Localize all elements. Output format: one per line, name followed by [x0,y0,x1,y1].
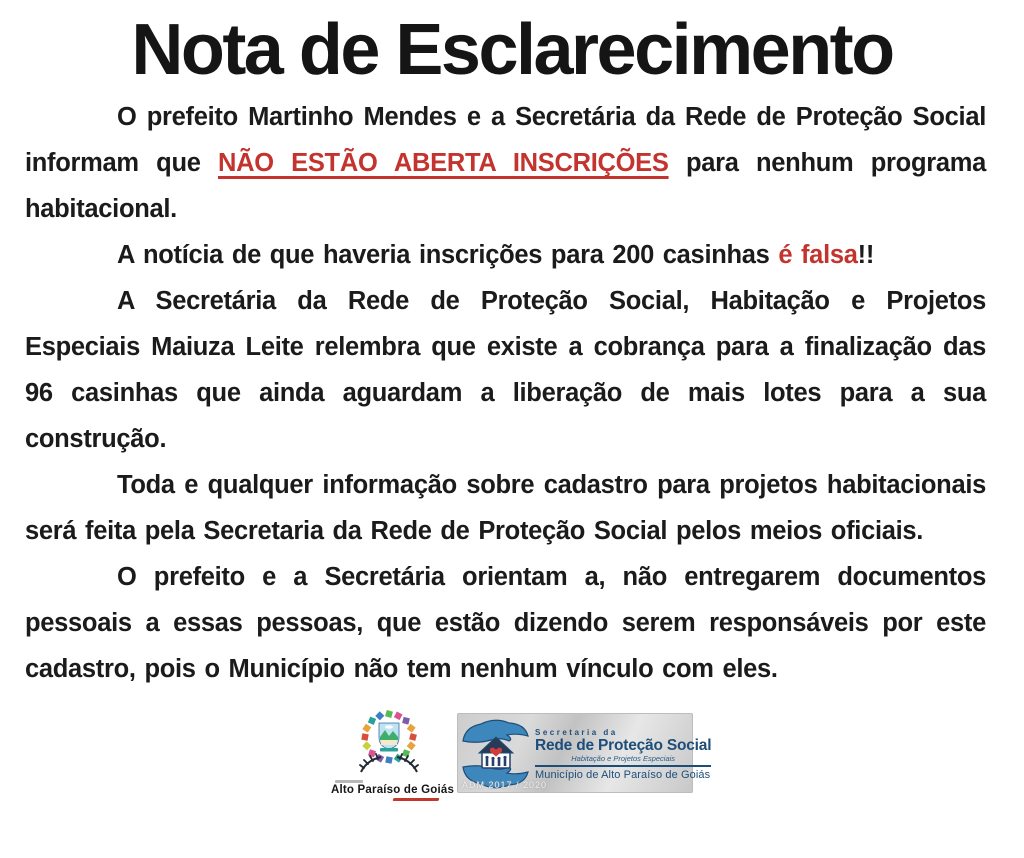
administration-term: ADM 2017 / 2020 [462,780,548,790]
secretariat-name: Rede de Proteção Social [535,736,712,754]
footer-logos [0,710,1024,801]
paragraph [25,278,986,462]
paragraph [25,232,986,278]
secretariat-divider [535,765,711,767]
text-segment: A Secretária da Rede de Proteção Social, Habitação e Projetos Especiais Maiuza Leite relembra que existe a cobrança para a finalização das 96 casinhas que ainda aguardam a liberação de mais lotes para a sua construção. [25,287,986,453]
text-segment: !! [857,241,875,269]
text-segment: A notícia de que haveria inscrições para 200 casinhas [117,241,779,269]
highlight-red: é falsa [778,241,858,269]
highlight-red-underline: NÃO ESTÃO ABERTA INSCRIÇÕES [217,149,669,177]
municipality-name: Município de Alto Paraíso de Goiás [535,768,711,781]
city-crest [331,710,455,801]
note-body [0,94,1024,692]
paragraph [25,554,986,692]
secretariat-text-block [535,724,717,783]
secretariat-label: Secretaria da [535,727,618,737]
paragraph [25,94,986,232]
crest-slogan-mark [393,798,440,801]
page-title: Nota de Esclarecimento [131,10,893,90]
crest-city-name: Alto Paraíso de Goiás [331,784,455,796]
secretariat-subtitle: Habitação e Projetos Especiais [571,753,676,763]
text-segment: Toda e qualquer informação sobre cadastro para projetos habitacionais será feita pela Secretaria da Rede de Proteção Social pelos meios oficiais. [25,471,986,545]
text-segment: O prefeito Martinho Mendes e a Secretária da Rede de Proteção Social informam que [25,103,986,177]
secretariat-banner [457,713,712,793]
text-segment: O prefeito e a Secretária orientam a, não entregarem documentos pessoais a essas pessoas, que estão dizendo serem responsáveis por este cadastro, pois o Município não tem nenhum vínculo com eles. [25,563,986,683]
text-segment: para nenhum programa habitacional. [25,149,986,223]
paragraph [25,462,986,554]
crest-small-caption [335,780,363,783]
city-crest-emblem-icon [331,710,447,774]
